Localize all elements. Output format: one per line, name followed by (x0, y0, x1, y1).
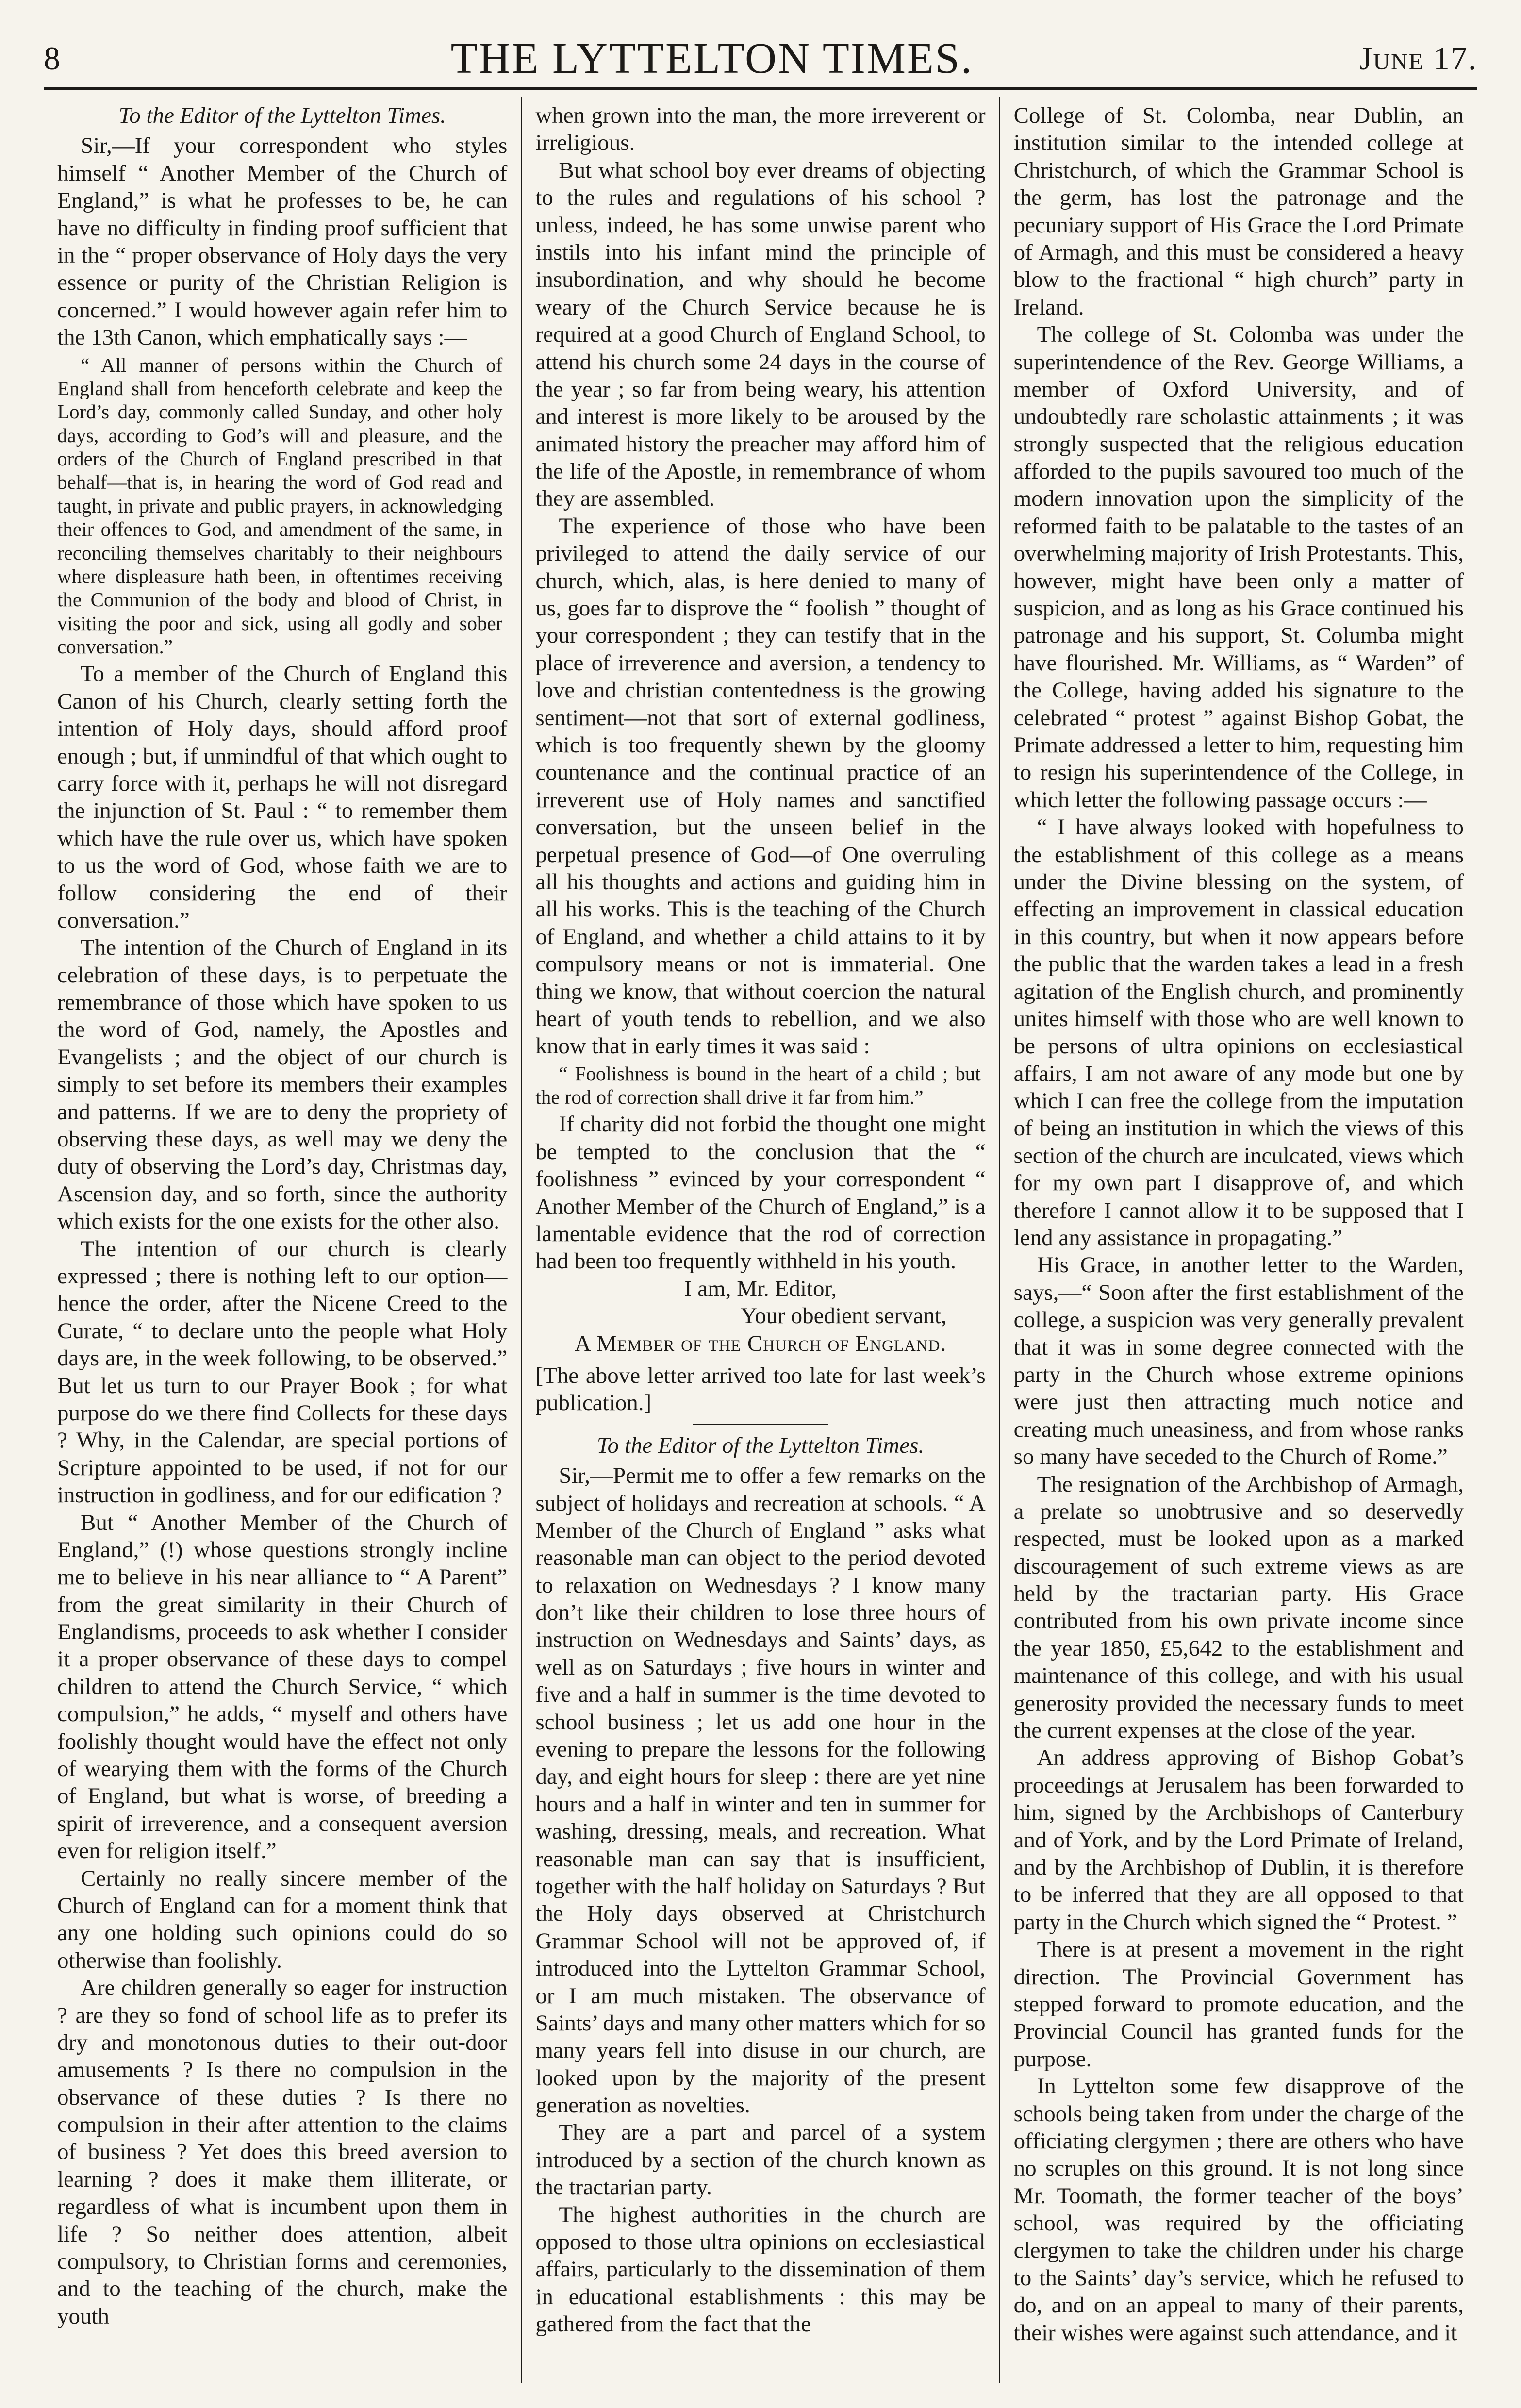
issue-date: June 17. (1359, 39, 1477, 77)
paragraph: His Grace, in another letter to the Warden, says,—“ Soon after the first establishment of the college, a suspicion was very generally prevalent that it was in some degree connected with the party in the Church whose extreme opinions were just then attracting much notice and creating much uneasiness, and from whose ranks so many have seceded to the Church of Rome.” (1013, 1252, 1464, 1470)
column-2 (521, 97, 999, 2383)
paragraph: College of St. Colomba, near Dublin, an institution similar to the intended college at Christchurch, of which the Grammar School is the germ, has lost the patronage and the pecuniary support of His Grace the Lord Primate of Armagh, and this must be considered a heavy blow to the fractional “ high church” party in Ireland. (1013, 103, 1464, 320)
signature-line: Your obedient servant, (740, 1303, 947, 1329)
page-number: 8 (44, 39, 60, 77)
signature-line: I am, Mr. Editor, (684, 1276, 837, 1301)
paragraph: There is at present a movement in the right direction. The Provincial Government has stepped forward to promote education, and the Provincial Council has granted funds for the purpose. (1013, 1937, 1464, 2072)
paragraph: The intention of our church is clearly expressed ; there is nothing left to our option—hence the order, after the Nicene Creed to the Curate, “ to declare unto the people what Holy days are, in the week following, to be observed.” But let us turn to our Prayer Book ; for what purpose do we there find Collects for these days ? Why, in the Calendar, are special portions of Scripture appointed to be used, if not for our instruction in godliness, and for our edification ? (57, 1236, 508, 1508)
paragraph: To a member of the Church of England this Canon of his Church, clearly setting forth the intention of Holy days, should afford proof enough ; but, if unmindful of that which ought to carry force with it, perhaps he will not disregard the injunction of St. Paul : “ to remember them which have the rule over us, which have spoken to us the word of God, whose faith we are to follow considering the end of their conversation.” (57, 661, 508, 933)
paragraph: But “ Another Member of the Church of England,” (!) whose questions strongly incline me to believe in his near alliance to “ A Parent” from the great similarity in their Church of Englandisms, proceeds to ask whether I consider it a proper observance of these days to compel children to attend the Church Service, “ which compulsion,” he adds, “ myself and others have foolishly thought would have the effect not only of wearying them with the forms of the Church of England, but what is worse, of breeding a spirit of irreverence, and a consequent aversion even for religion itself.” (57, 1510, 508, 1864)
paragraph: Certainly no really sincere member of the Church of England can for a moment think that any one holding such opinions could do so otherwise than foolishly. (57, 1865, 508, 1973)
paragraph: The college of St. Colomba was under the superintendence of the Rev. George Williams, a member of Oxford University, and of undoubtedly rare scholastic attainments ; it was strongly suspected that the religious education afforded to the pupils savoured too much of the modern innovation upon the simplicity of the reformed faith to be palatable to the tastes of an overwhelming majority of Irish Protestants. This, however, might have been only a matter of suspicion, and as long as his Grace continued his patronage and his support, St. Columba might have flourished. Mr. Williams, as “ Warden” of the College, having added his signature to the celebrated “ protest ” against Bishop Gobat, the Primate addressed a letter to him, requesting him to resign his superintendence of the College, in which letter the following passage occurs :— (1013, 322, 1464, 813)
paragraph: The resignation of the Archbishop of Armagh, a prelate so unobtrusive and so deservedly respected, must be looked upon as a marked discouragement of such extreme views as are held by the tractarian party. His Grace contributed from his own private income since the year 1850, £5,642 to the establishment and maintenance of this college, and with his usual generosity provided the necessary funds to meet the current expenses at the close of the year. (1013, 1471, 1464, 1744)
paragraph: when grown into the man, the more irreverent or irreligious. (535, 103, 986, 156)
paragraph: Are children generally so eager for instruction ? are they so fond of school life as to prefer its dry and monotonous duties to their out-door amusements ? Is there no compulsion in the observance of these duties ? Is there no compulsion in their after attention to the claims of business ? Yet does this breed aversion to learning ? does it make them illiterate, or regardless of what is incumbent upon them in life ? So neither does attention, albeit compulsory, to Christian forms and ceremonies, and to the teaching of the church, make the youth (57, 1975, 508, 2329)
paragraph: Sir,—If your correspondent who styles himself “ Another Member of the Church of England,” is what he professes to be, he can have no difficulty in finding proof sufficient that in the “ proper observance of Holy days the very essence or purity of the Christian Religion is concerned.” I would however again refer him to the 13th Canon, which emphatically says :— (57, 133, 508, 350)
paragraph: If charity did not forbid the thought one might be tempted to the conclusion that the “ foolishness ” evinced by your correspondent “ Another Member of the Church of England,” is a lamentable evidence that the rod of correction had been too frequently withheld in his youth. (535, 1112, 986, 1274)
column-1 (44, 97, 521, 2383)
paragraph: An address approving of Bishop Gobat’s proceedings at Jerusalem has been forwarded to him, signed by the Archbishops of Canterbury and of York, and by the Lord Primate of Ireland, and by the Archbishop of Dublin, it is therefore to be inferred that they are all opposed to that party in the Church which signed the “ Protest. ” (1013, 1745, 1464, 1935)
masthead (44, 29, 1477, 90)
paragraph: In Lyttelton some few disapprove of the schools being taken from under the charge of the officiating clergymen ; there are others who have no scruples on this ground. It is not long since Mr. Toomath, the former teacher of the boys’ school, was required by the officiating clergymen to take the children under his charge to the Saints’ day’s service, which he refused to do, and on an appeal to many of their parents, their wishes were against such attendance, and it (1013, 2074, 1464, 2345)
signature-name: A Member of the Church of England. (574, 1330, 947, 1356)
letter-salutation: To the Editor of the Lyttelton Times. (596, 1432, 925, 1458)
article-columns (44, 97, 1477, 2388)
newspaper-title: THE LYTTELTON TIMES. (450, 34, 974, 83)
paragraph: They are a part and parcel of a system introduced by a section of the church known as the tractarian party. (535, 2120, 986, 2200)
paragraph: The highest authorities in the church are opposed to those ultra opinions on ecclesiastical affairs, particularly to the dissemination of them in educational establishments : this may be gathered from the fact that the (535, 2202, 986, 2337)
column-3 (999, 97, 1477, 2383)
section-divider (693, 1424, 828, 1425)
editorial-note: [The above letter arrived too late for last week’s publication.] (535, 1362, 986, 1416)
paragraph: But what school boy ever dreams of objecting to the rules and regulations of his school ? unless, indeed, he has some unwise parent who instils into his infant mind the principle of insubordination, and why should he become weary of the Church Service because he is required at a good Church of England School, to attend his church some 24 days in the course of the year ; so far from being weary, his attention and interest is more likely to be aroused by the animated history the preacher may afford him of the life of the Apostle, in remembrance of whom they are assembled. (535, 157, 986, 512)
letter-salutation: To the Editor of the Lyttelton Times. (118, 103, 446, 128)
paragraph: Sir,—Permit me to offer a few remarks on the subject of holidays and recreation at schools. “ A Member of the Church of England ” asks what reasonable man can object to the period devoted to relaxation on Wednesdays ? I know many don’t like their children to lose three hours of instruction on Wednesdays and Saints’ days, as well as on Saturdays ; five hours in winter and five and a half in summer is the time devoted to school business ; let us add one hour in the evening to prepare the lessons for the following day, and eight hours for sleep : there are yet nine hours and a half in winter and ten in summer for washing, dressing, meals, and recreation. What reasonable man can say that is insufficient, together with the half holiday on Saturdays ? But the Holy days observed at Christchurch Grammar School will not be approved of, if introduced into the Lyttelton Grammar School, or I am much mistaken. The observance of Saints’ days and many other matters which for so many years fell into disuse in our church, are looked upon by the majority of the present generation as novelties. (535, 1463, 986, 2118)
paragraph: “ I have always looked with hopefulness to the establishment of this college as a means under the Divine blessing on the system, of effecting an improvement in classical education in this country, but when it now appears before the public that the warden takes a lead in a fresh agitation of the English church, and prominently unites himself with those who are well known to be persons of ultra opinions on ecclesiastical affairs, I am not aware of any mode but one by which I can free the college from the imputation of being an institution in which the views of this section of the church are inculcated, views which for my own part I disapprove of, and which therefore I cannot allow it to be supposed that I lend any assistance in propagating.” (1013, 814, 1464, 1251)
canon-quote: “ All manner of persons within the Church of England shall from henceforth celebrate and keep the Lord’s day, commonly called Sunday, and other holy days, according to God’s will and pleasure, and the orders of the Church of England prescribed in that behalf—that is, in hearing the word of God read and taught, in private and public prayers, in acknowledging their offences to God, and amendment of the same, in reconciling themselves charitably to their neighbours where displeasure hath been, in oftentimes receiving the Communion of the body and blood of Christ, in visiting the poor and sick, using all godly and sober conversation.” (57, 353, 503, 658)
paragraph: The experience of those who have been privileged to attend the daily service of our church, which, alas, is here denied to many of us, goes far to disprove the “ foolish ” thought of your correspondent ; they can testify that in the place of irreverence and aversion, a tendency to love and christian contentedness is the growing sentiment—not that sort of external godliness, which is too frequently shewn by the gloomy countenance and the continual practice of an irreverent use of Holy names and sanctified conversation, but the unseen belief in the perpetual presence of God—of One overruling all his thoughts and actions and guiding him in all his works. This is the teaching of the Church of England, and whether a child attains to it by compulsory means or not is immaterial. One thing we know, that without coercion the natural heart of youth tends to rebellion, and we also know that in early times it was said : (535, 513, 986, 1059)
paragraph: The intention of the Church of England in its celebration of these days, is to perpetuate the remembrance of those which have spoken to us the word of God, namely, the Apostles and Evangelists ; and the object of our church is simply to set before its members their examples and patterns. If we are to deny the propriety of observing these days, as well may we deny the duty of observing the Lord’s day, Christmas day, Ascension day, and so forth, since the authority which exists for the one exists for the other also. (57, 935, 508, 1234)
scripture-quote: “ Foolishness is bound in the heart of a child ; but the rod of correction shall drive it far from him.” (535, 1062, 981, 1109)
